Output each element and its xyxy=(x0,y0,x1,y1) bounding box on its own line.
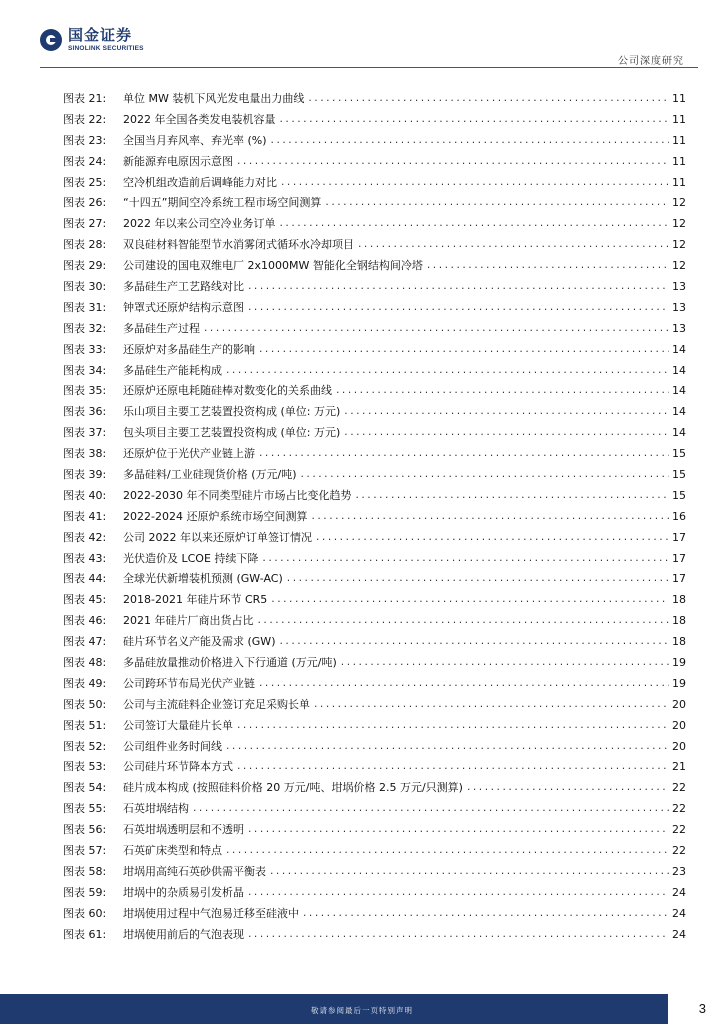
dot-leader xyxy=(247,283,669,292)
toc-entry[interactable] xyxy=(63,652,686,673)
figure-page-number: 15 xyxy=(672,488,686,502)
dot-leader xyxy=(261,555,669,564)
figure-title: 公司组件业务时间线 xyxy=(123,739,222,753)
figure-title: 公司硅片环节降本方式 xyxy=(123,760,233,774)
figure-title: 还原炉对多晶硅生产的影响 xyxy=(123,342,255,356)
figure-label: 图表 24: xyxy=(63,154,107,168)
figure-label: 图表 50: xyxy=(63,697,107,711)
figure-title: 空冷机组改造前后调峰能力对比 xyxy=(123,175,277,189)
figure-label: 图表 48: xyxy=(63,655,107,669)
figure-page-number: 13 xyxy=(672,279,686,293)
figure-label: 图表 54: xyxy=(63,781,107,795)
figure-title: 多晶硅生产能耗构成 xyxy=(123,363,222,377)
toc-entry[interactable] xyxy=(63,401,686,422)
toc-entry[interactable] xyxy=(63,234,686,255)
toc-entry[interactable] xyxy=(63,192,686,213)
figure-page-number: 12 xyxy=(672,238,686,252)
figure-page-number: 22 xyxy=(672,802,686,816)
toc-entry[interactable] xyxy=(63,903,686,924)
logo-english-name: SINOLINK SECURITIES xyxy=(68,45,144,52)
figure-label: 图表 31: xyxy=(63,300,107,314)
toc-entry[interactable] xyxy=(63,485,686,506)
toc-entry[interactable] xyxy=(63,861,686,882)
toc-entry[interactable] xyxy=(63,757,686,778)
toc-entry[interactable] xyxy=(63,151,686,172)
figure-title: 单位 MW 装机下风光发电量出力曲线 xyxy=(123,91,305,105)
figure-label: 图表 47: xyxy=(63,635,107,649)
figure-page-number: 24 xyxy=(672,927,686,941)
figure-page-number: 12 xyxy=(672,217,686,231)
logo-text xyxy=(68,28,144,53)
figure-title: 2022 年以来公司空冷业务订单 xyxy=(123,217,276,231)
toc-entry[interactable] xyxy=(63,109,686,130)
dot-leader xyxy=(466,784,669,793)
dot-leader xyxy=(270,137,669,146)
figure-label: 图表 23: xyxy=(63,133,107,147)
figure-page-number: 14 xyxy=(672,426,686,440)
toc-entry[interactable] xyxy=(63,798,686,819)
figure-label: 图表 41: xyxy=(63,509,107,523)
figure-page-number: 11 xyxy=(672,91,686,105)
toc-entry[interactable] xyxy=(63,589,686,610)
figure-label: 图表 52: xyxy=(63,739,107,753)
dot-leader xyxy=(324,199,669,208)
toc-entry[interactable] xyxy=(63,736,686,757)
figure-title: 光伏造价及 LCOE 持续下降 xyxy=(123,551,259,565)
figure-page-number: 15 xyxy=(672,467,686,481)
figure-page-number: 23 xyxy=(672,864,686,878)
figure-label: 图表 49: xyxy=(63,676,107,690)
figure-page-number: 11 xyxy=(672,112,686,126)
toc-entry[interactable] xyxy=(63,360,686,381)
toc-entry[interactable] xyxy=(63,506,686,527)
figure-label: 图表 34: xyxy=(63,363,107,377)
dot-leader xyxy=(236,158,669,167)
toc-entry[interactable] xyxy=(63,924,686,945)
figure-label: 图表 28: xyxy=(63,238,107,252)
figure-label: 图表 38: xyxy=(63,447,107,461)
toc-entry[interactable] xyxy=(63,631,686,652)
toc-entry[interactable] xyxy=(63,422,686,443)
figure-title: 公司与主流硅料企业签订充足采购长单 xyxy=(123,697,310,711)
figure-label: 图表 27: xyxy=(63,217,107,231)
figure-page-number: 14 xyxy=(672,342,686,356)
toc-entry[interactable] xyxy=(63,297,686,318)
figure-label: 图表 30: xyxy=(63,279,107,293)
figure-page-number: 24 xyxy=(672,906,686,920)
dot-leader xyxy=(278,638,669,647)
figure-label: 图表 21: xyxy=(63,91,107,105)
figure-title: 坩埚中的杂质易引发析晶 xyxy=(123,885,244,899)
dot-leader xyxy=(257,617,670,626)
figure-list xyxy=(63,88,686,945)
dot-leader xyxy=(357,241,669,250)
dot-leader xyxy=(236,722,669,731)
figure-label: 图表 29: xyxy=(63,259,107,273)
toc-entry[interactable] xyxy=(63,568,686,589)
toc-entry[interactable] xyxy=(63,130,686,151)
figure-title: 2022 年全国各类发电装机容量 xyxy=(123,112,276,126)
figure-title: 坩埚使用过程中气泡易迁移至硅液中 xyxy=(123,906,299,920)
figure-label: 图表 32: xyxy=(63,321,107,335)
figure-title: 多晶硅放量推动价格进入下行通道 (万元/吨) xyxy=(123,655,337,669)
figure-title: 还原炉位于光伏产业链上游 xyxy=(123,447,255,461)
figure-title: 多晶硅料/工业硅现货价格 (万元/吨) xyxy=(123,467,297,481)
figure-page-number: 21 xyxy=(672,760,686,774)
toc-entry[interactable] xyxy=(63,610,686,631)
figure-title: 双良硅材料智能型节水消雾闭式循环水冷却项目 xyxy=(123,238,354,252)
figure-title: 公司 2022 年以来还原炉订单签订情况 xyxy=(123,530,312,544)
figure-label: 图表 40: xyxy=(63,488,107,502)
toc-entry[interactable] xyxy=(63,527,686,548)
figure-title: 还原炉还原电耗随硅棒对数变化的关系曲线 xyxy=(123,384,332,398)
toc-entry[interactable] xyxy=(63,673,686,694)
figure-label: 图表 58: xyxy=(63,864,107,878)
figure-label: 图表 55: xyxy=(63,802,107,816)
dot-leader xyxy=(279,220,670,229)
dot-leader xyxy=(236,763,669,772)
toc-entry[interactable] xyxy=(63,548,686,569)
figure-label: 图表 33: xyxy=(63,342,107,356)
dot-leader xyxy=(335,387,669,396)
figure-label: 图表 35: xyxy=(63,384,107,398)
dot-leader xyxy=(269,868,669,877)
dot-leader xyxy=(225,847,669,856)
dot-leader xyxy=(286,575,669,584)
figure-page-number: 22 xyxy=(672,844,686,857)
dot-leader xyxy=(280,179,669,188)
figure-title: 石英坩埚透明层和不透明 xyxy=(123,823,244,837)
toc-entry[interactable] xyxy=(63,882,686,903)
figure-label: 图表 45: xyxy=(63,593,107,607)
header-divider xyxy=(40,67,698,68)
figure-title: 新能源弃电原因示意图 xyxy=(123,154,233,168)
figure-label: 图表 60: xyxy=(63,906,107,920)
figure-title: 2022-2024 还原炉系统市场空间测算 xyxy=(123,509,308,523)
dot-leader xyxy=(426,262,669,271)
toc-entry[interactable] xyxy=(63,255,686,276)
toc-entry[interactable] xyxy=(63,380,686,401)
figure-title: 坩埚用高纯石英砂供需平衡表 xyxy=(123,864,266,878)
toc-entry[interactable] xyxy=(63,318,686,339)
figure-page-number: 19 xyxy=(672,655,686,669)
figure-title: 包头项目主要工艺装置投资构成 (单位: 万元) xyxy=(123,426,341,440)
figure-title: 硅片成本构成 (按照硅料价格 20 万元/吨、坩埚价格 2.5 万元/只测算) xyxy=(123,781,463,795)
company-logo xyxy=(40,28,144,53)
figure-label: 图表 57: xyxy=(63,844,107,857)
figure-page-number: 14 xyxy=(672,405,686,419)
dot-leader xyxy=(302,910,669,919)
figure-page-number: 20 xyxy=(672,739,686,753)
figure-title: 坩埚使用前后的气泡表现 xyxy=(123,927,244,941)
page-header xyxy=(0,0,724,80)
dot-leader xyxy=(258,680,669,689)
figure-title: “十四五”期间空冷系统工程市场空间测算 xyxy=(123,196,322,210)
figure-title: 2018-2021 年硅片环节 CR5 xyxy=(123,593,268,607)
figure-page-number: 15 xyxy=(672,447,686,461)
page-number: 3 xyxy=(698,1001,706,1016)
toc-entry[interactable] xyxy=(63,339,686,360)
figure-page-number: 12 xyxy=(672,196,686,210)
dot-leader xyxy=(343,429,669,438)
figure-title: 多晶硅生产过程 xyxy=(123,321,200,335)
figure-title: 硅片环节名义产能及需求 (GW) xyxy=(123,635,276,649)
figure-page-number: 19 xyxy=(672,676,686,690)
figure-label: 图表 22: xyxy=(63,112,107,126)
toc-entry[interactable] xyxy=(63,819,686,840)
figure-label: 图表 37: xyxy=(63,426,107,440)
figure-page-number: 20 xyxy=(672,697,686,711)
toc-entry[interactable] xyxy=(63,840,686,861)
figure-title: 多晶硅生产工艺路线对比 xyxy=(123,279,244,293)
figure-page-number: 22 xyxy=(672,823,686,837)
figure-page-number: 11 xyxy=(672,175,686,189)
figure-page-number: 24 xyxy=(672,885,686,899)
figure-label: 图表 59: xyxy=(63,885,107,899)
dot-leader xyxy=(343,408,669,417)
figure-title: 石英矿床类型和特点 xyxy=(123,844,222,857)
logo-chinese-name: 国金证券 xyxy=(68,26,133,44)
figure-title: 石英坩埚结构 xyxy=(123,802,189,816)
figure-page-number: 14 xyxy=(672,384,686,398)
figure-label: 图表 56: xyxy=(63,823,107,837)
toc-entry[interactable] xyxy=(63,88,686,109)
figure-label: 图表 25: xyxy=(63,175,107,189)
figure-title: 公司跨环节布局光伏产业链 xyxy=(123,676,255,690)
toc-entry[interactable] xyxy=(63,172,686,193)
figure-label: 图表 51: xyxy=(63,718,107,732)
dot-leader xyxy=(247,931,669,940)
figure-label: 图表 61: xyxy=(63,927,107,941)
toc-entry[interactable] xyxy=(63,464,686,485)
dot-leader xyxy=(300,471,670,480)
figure-title: 全国当月弃风率、弃光率 (%) xyxy=(123,133,267,147)
toc-entry[interactable] xyxy=(63,213,686,234)
dot-leader xyxy=(310,513,669,522)
figure-page-number: 17 xyxy=(672,551,686,565)
dot-leader xyxy=(247,304,669,313)
figure-title: 公司签订大量硅片长单 xyxy=(123,718,233,732)
page-number-box xyxy=(668,988,724,1024)
figure-page-number: 17 xyxy=(672,530,686,544)
toc-entry[interactable] xyxy=(63,276,686,297)
figure-title: 全球光伏新增装机预测 (GW-AC) xyxy=(123,572,283,586)
figure-page-number: 20 xyxy=(672,718,686,732)
figure-page-number: 13 xyxy=(672,300,686,314)
figure-title: 2022-2030 年不同类型硅片市场占比变化趋势 xyxy=(123,488,352,502)
figure-title: 2021 年硅片厂商出货占比 xyxy=(123,614,254,628)
dot-leader xyxy=(258,346,669,355)
figure-title: 公司建设的国电双维电厂 2x1000MW 智能化全钢结构间冷塔 xyxy=(123,259,423,273)
figure-page-number: 14 xyxy=(672,363,686,377)
dot-leader xyxy=(258,450,669,459)
figure-page-number: 18 xyxy=(672,614,686,628)
toc-entry[interactable] xyxy=(63,443,686,464)
dot-leader xyxy=(340,659,669,668)
figure-label: 图表 43: xyxy=(63,551,107,565)
dot-leader xyxy=(247,826,669,835)
figure-label: 图表 36: xyxy=(63,405,107,419)
dot-leader xyxy=(354,492,669,501)
report-type-label: 公司深度研究 xyxy=(618,56,684,67)
dot-leader xyxy=(307,95,669,104)
toc-entry[interactable] xyxy=(63,777,686,798)
footer-notice: 敬请参阅最后一页特别声明 xyxy=(311,1006,413,1015)
figure-label: 图表 46: xyxy=(63,614,107,628)
figure-label: 图表 44: xyxy=(63,572,107,586)
dot-leader xyxy=(247,889,669,898)
dot-leader xyxy=(313,701,669,710)
figure-title: 钟罩式还原炉结构示意图 xyxy=(123,300,244,314)
figure-label: 图表 42: xyxy=(63,530,107,544)
figure-page-number: 13 xyxy=(672,321,686,335)
toc-entry[interactable] xyxy=(63,715,686,736)
dot-leader xyxy=(225,743,669,752)
figure-page-number: 18 xyxy=(672,635,686,649)
figure-label: 图表 53: xyxy=(63,760,107,774)
dot-leader xyxy=(279,116,670,125)
figure-page-number: 18 xyxy=(672,593,686,607)
dot-leader xyxy=(203,325,669,334)
figure-page-number: 11 xyxy=(672,133,686,147)
figure-label: 图表 26: xyxy=(63,196,107,210)
figure-title: 乐山项目主要工艺装置投资构成 (单位: 万元) xyxy=(123,405,341,419)
figure-page-number: 11 xyxy=(672,154,686,168)
toc-entry[interactable] xyxy=(63,694,686,715)
logo-emblem-icon xyxy=(40,29,62,51)
dot-leader xyxy=(270,596,669,605)
dot-leader xyxy=(192,805,669,814)
figure-page-number: 17 xyxy=(672,572,686,586)
figure-page-number: 12 xyxy=(672,259,686,273)
figure-page-number: 16 xyxy=(672,509,686,523)
figure-page-number: 22 xyxy=(672,781,686,795)
dot-leader xyxy=(315,534,669,543)
figure-label: 图表 39: xyxy=(63,467,107,481)
dot-leader xyxy=(225,367,669,376)
